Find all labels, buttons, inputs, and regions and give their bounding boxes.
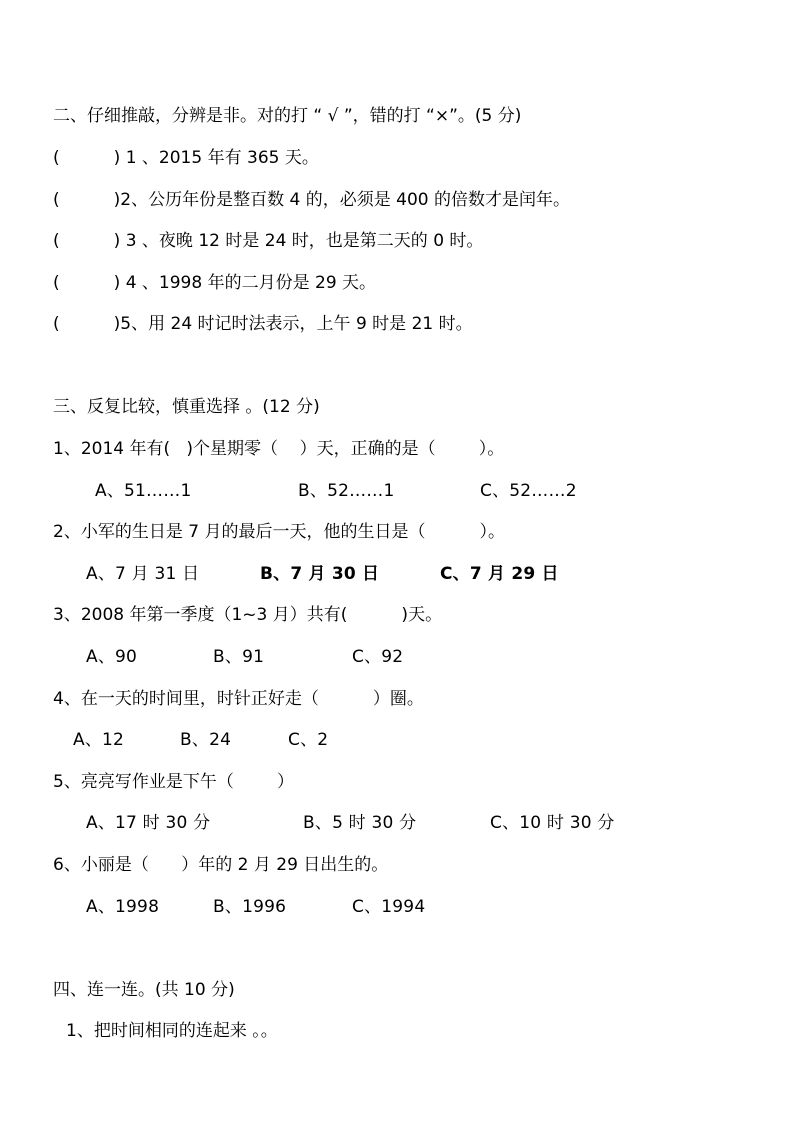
q2-option-b: B、7 月 30 日 xyxy=(260,564,380,584)
section2-item-1: ( ) 1 、2015 年有 365 天。 xyxy=(53,148,319,168)
q6-option-c: C、1994 xyxy=(352,897,426,917)
q3-option-a: A、90 xyxy=(86,647,138,667)
q6-option-a: A、1998 xyxy=(86,897,160,917)
section3-heading: 三、反复比较，慎重选择 。(12 分) xyxy=(53,397,320,417)
section2-item-4: ( ) 4 、1998 年的二月份是 29 天。 xyxy=(53,273,377,293)
q5-option-a: A、17 时 30 分 xyxy=(86,813,211,833)
q3-option-b: B、91 xyxy=(213,647,265,667)
section2-heading: 二、仔细推敲，分辨是非。对的打 “ √ ”，错的打 “×”。(5 分) xyxy=(53,106,522,126)
question-2: 2、小军的生日是 7 月的最后一天，他的生日是（ ）。 xyxy=(53,522,505,542)
q6-option-b: B、1996 xyxy=(213,897,287,917)
q4-option-a: A、12 xyxy=(73,730,125,750)
q1-option-a: A、51……1 xyxy=(95,481,192,501)
q4-option-b: B、24 xyxy=(180,730,232,750)
q2-option-a: A、7 月 31 日 xyxy=(86,564,200,584)
q5-option-c: C、10 时 30 分 xyxy=(490,813,615,833)
question-5: 5、亮亮写作业是下午（ ） xyxy=(53,772,295,792)
question-6: 6、小丽是（ ）年的 2 月 29 日出生的。 xyxy=(53,855,389,875)
q5-option-b: B、5 时 30 分 xyxy=(303,813,417,833)
question-3: 3、2008 年第一季度（1~3 月）共有( )天。 xyxy=(53,605,443,625)
q2-option-c: C、7 月 29 日 xyxy=(440,564,559,584)
section2-item-2: ( )2、公历年份是整百数 4 的，必须是 400 的倍数才是闰年。 xyxy=(53,190,570,210)
q3-option-c: C、92 xyxy=(352,647,404,667)
section4-sub: 1、把时间相同的连起来 。。 xyxy=(66,1021,278,1041)
section2-item-5: ( )5、用 24 时记时法表示，上午 9 时是 21 时。 xyxy=(53,314,473,334)
q4-option-c: C、2 xyxy=(288,730,329,750)
question-4: 4、在一天的时间里，时针正好走（ ）圈。 xyxy=(53,689,424,709)
section2-item-3: ( ) 3 、夜晚 12 时是 24 时，也是第二天的 0 时。 xyxy=(53,231,484,251)
q1-option-b: B、52……1 xyxy=(298,481,395,501)
question-1: 1、2014 年有( )个星期零（ ）天，正确的是（ ）。 xyxy=(53,439,505,459)
q1-option-c: C、52……2 xyxy=(480,481,577,501)
section4-heading: 四、连一连。(共 10 分) xyxy=(53,980,235,1000)
